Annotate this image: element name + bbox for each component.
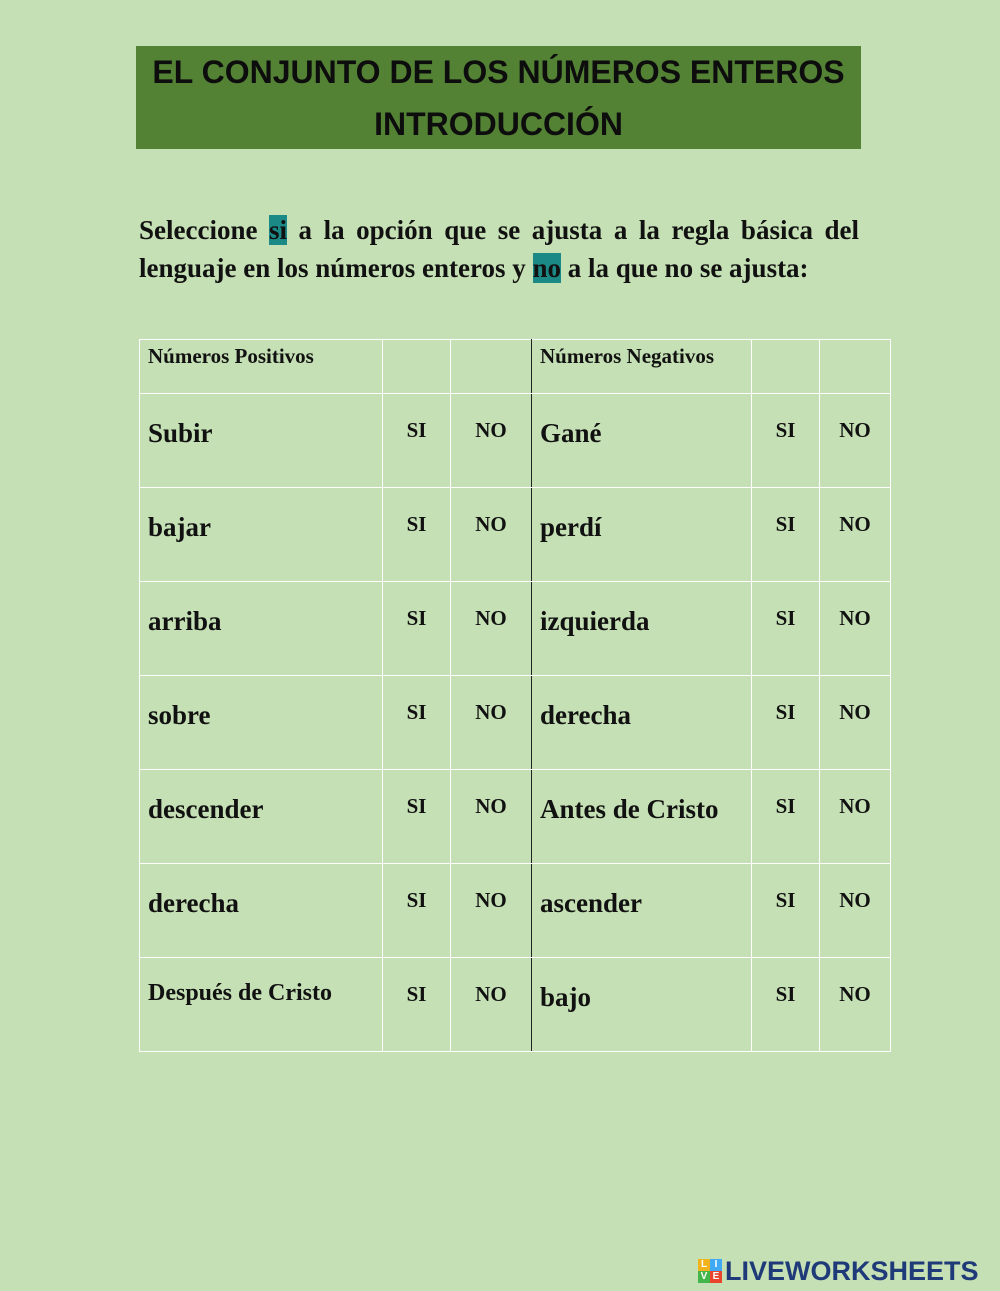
positive-si-option[interactable]: SI (406, 512, 427, 536)
positive-no-cell[interactable] (451, 488, 532, 582)
negative-word: izquierda (540, 606, 650, 636)
negative-no-option[interactable]: NO (839, 418, 871, 442)
positive-no-cell[interactable] (451, 676, 532, 770)
negative-word: ascender (540, 888, 642, 918)
positive-si-cell[interactable] (383, 770, 451, 864)
negative-cell (532, 958, 752, 1052)
table-row (140, 582, 891, 676)
negative-no-cell[interactable] (820, 488, 891, 582)
title-banner (136, 46, 861, 149)
positive-no-cell[interactable] (451, 394, 532, 488)
positive-no-option[interactable]: NO (475, 606, 507, 630)
positive-si-cell[interactable] (383, 958, 451, 1052)
negative-si-cell[interactable] (752, 676, 820, 770)
positive-word: arriba (148, 606, 222, 636)
negative-no-cell[interactable] (820, 582, 891, 676)
negative-no-option[interactable]: NO (839, 606, 871, 630)
positive-si-option[interactable]: SI (406, 794, 427, 818)
instructions-text (139, 212, 859, 287)
negative-word: Antes de Cristo (540, 794, 719, 824)
positive-no-option[interactable]: NO (475, 418, 507, 442)
negative-no-cell[interactable] (820, 770, 891, 864)
negative-no-cell[interactable] (820, 864, 891, 958)
header-cell-negative (532, 340, 752, 394)
positive-no-cell[interactable] (451, 582, 532, 676)
positive-si-option[interactable]: SI (406, 982, 427, 1006)
negative-word: Gané (540, 418, 602, 448)
highlight-no: no (532, 252, 562, 283)
positive-si-option[interactable]: SI (406, 606, 427, 630)
logo-mark-letter: E (710, 1271, 722, 1283)
header-empty-cell (451, 340, 532, 394)
negative-cell (532, 676, 752, 770)
instructions-part-3: a la que no se ajusta: (561, 252, 809, 283)
table-row (140, 864, 891, 958)
worksheet-table (139, 339, 891, 1052)
logo-mark-letter: I (710, 1259, 722, 1271)
negative-word: perdí (540, 512, 602, 542)
negative-word: derecha (540, 700, 631, 730)
title-line-2: INTRODUCCIÓN (374, 106, 623, 142)
negative-si-cell[interactable] (752, 864, 820, 958)
negative-si-cell[interactable] (752, 488, 820, 582)
negative-si-option[interactable]: SI (775, 606, 796, 630)
positive-no-cell[interactable] (451, 770, 532, 864)
positive-word: bajar (148, 512, 211, 542)
positive-si-option[interactable]: SI (406, 888, 427, 912)
header-empty-cell (383, 340, 451, 394)
negative-word: bajo (540, 982, 592, 1012)
negative-cell (532, 770, 752, 864)
negative-no-option[interactable]: NO (839, 982, 871, 1006)
table-row (140, 676, 891, 770)
instructions-part-1: Seleccione (139, 215, 269, 245)
positive-word: Después de Cristo (148, 980, 332, 1006)
instructions-part-2: a la opción que se ajusta a la regla básica del lenguaje en los números enteros y (139, 215, 859, 283)
negative-si-option[interactable]: SI (775, 418, 796, 442)
negative-si-cell[interactable] (752, 394, 820, 488)
header-positive: Números Positivos (148, 344, 314, 368)
negative-si-option[interactable]: SI (775, 512, 796, 536)
table-header-row (140, 340, 891, 394)
positive-no-cell[interactable] (451, 958, 532, 1052)
positive-cell (140, 488, 383, 582)
positive-cell (140, 958, 383, 1052)
positive-word: Subir (148, 418, 213, 448)
positive-si-option[interactable]: SI (406, 418, 427, 442)
negative-cell (532, 864, 752, 958)
positive-no-option[interactable]: NO (475, 888, 507, 912)
negative-si-cell[interactable] (752, 770, 820, 864)
negative-no-option[interactable]: NO (839, 700, 871, 724)
positive-word: derecha (148, 888, 239, 918)
live-logo-icon (698, 1259, 722, 1283)
header-cell-positive (140, 340, 383, 394)
negative-si-option[interactable]: SI (775, 700, 796, 724)
positive-si-cell[interactable] (383, 394, 451, 488)
negative-cell (532, 488, 752, 582)
table-row (140, 958, 891, 1052)
header-empty-cell (820, 340, 891, 394)
positive-si-option[interactable]: SI (406, 700, 427, 724)
liveworksheets-logo (698, 1255, 979, 1286)
negative-no-option[interactable]: NO (839, 512, 871, 536)
negative-no-option[interactable]: NO (839, 888, 871, 912)
positive-cell (140, 676, 383, 770)
positive-cell (140, 582, 383, 676)
table-row (140, 488, 891, 582)
logo-mark-letter: L (698, 1259, 710, 1271)
logo-text: LIVEWORKSHEETS (725, 1255, 979, 1286)
positive-cell (140, 864, 383, 958)
positive-word: sobre (148, 700, 211, 730)
highlight-si: si (269, 215, 288, 245)
negative-si-option[interactable]: SI (775, 794, 796, 818)
title-line-1: EL CONJUNTO DE LOS NÚMEROS ENTEROS (152, 54, 845, 90)
positive-no-option[interactable]: NO (475, 700, 507, 724)
table-row (140, 770, 891, 864)
positive-si-cell[interactable] (383, 582, 451, 676)
logo-mark-letter: V (698, 1271, 710, 1283)
negative-si-cell[interactable] (752, 958, 820, 1052)
negative-no-cell[interactable] (820, 676, 891, 770)
negative-si-option[interactable]: SI (775, 888, 796, 912)
negative-no-cell[interactable] (820, 394, 891, 488)
negative-si-option[interactable]: SI (775, 982, 796, 1006)
positive-no-cell[interactable] (451, 864, 532, 958)
negative-no-option[interactable]: NO (839, 794, 871, 818)
positive-si-cell[interactable] (383, 676, 451, 770)
negative-cell (532, 582, 752, 676)
negative-no-cell[interactable] (820, 958, 891, 1052)
header-negative: Números Negativos (540, 344, 715, 368)
positive-cell (140, 394, 383, 488)
positive-si-cell[interactable] (383, 488, 451, 582)
positive-word: descender (148, 794, 264, 824)
header-empty-cell (752, 340, 820, 394)
positive-no-option[interactable]: NO (475, 512, 507, 536)
negative-cell (532, 394, 752, 488)
negative-si-cell[interactable] (752, 582, 820, 676)
positive-no-option[interactable]: NO (475, 982, 507, 1006)
table-row (140, 394, 891, 488)
positive-si-cell[interactable] (383, 864, 451, 958)
positive-cell (140, 770, 383, 864)
positive-no-option[interactable]: NO (475, 794, 507, 818)
